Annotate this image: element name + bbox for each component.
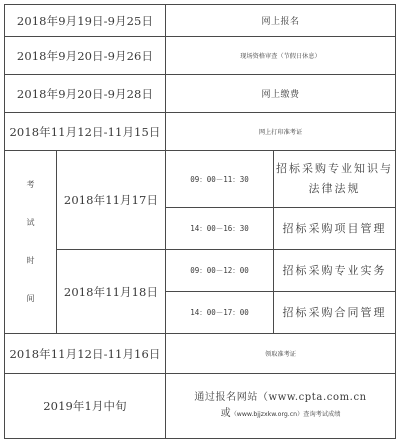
table-row xyxy=(5,113,396,151)
session-time: 09：00－12：00 xyxy=(166,250,274,292)
task-cell: 领取准考证 xyxy=(166,334,396,374)
results-site-rest: （www.bjjzxkw.org.cn）查询考试成绩 xyxy=(230,410,341,418)
exam-time-char: 试 xyxy=(26,218,35,227)
task-cell: 网上报名 xyxy=(166,5,396,37)
table-row xyxy=(5,151,396,208)
date-cell: 2018年9月20日-9月28日 xyxy=(5,75,166,113)
date-cell: 2018年9月19日-9月25日 xyxy=(5,5,166,37)
exam-time-char: 间 xyxy=(26,294,35,303)
session-time: 09：00－11：30 xyxy=(166,151,274,208)
table-row xyxy=(5,250,396,292)
results-site-line-2 xyxy=(166,406,395,423)
session-time: 14：00－16：30 xyxy=(166,208,274,250)
exam-time-label xyxy=(5,151,57,334)
results-or-text: 或 xyxy=(220,407,231,419)
date-cell: 2018年11月12日-11月15日 xyxy=(5,113,166,151)
exam-time-char: 时 xyxy=(26,256,35,265)
table-row xyxy=(5,334,396,374)
exam-schedule-table xyxy=(4,4,396,439)
date-cell: 2019年1月中旬 xyxy=(5,374,166,439)
date-cell: 2018年11月12日-11月16日 xyxy=(5,334,166,374)
table-row xyxy=(5,37,396,75)
task-cell: 网上缴费 xyxy=(166,75,396,113)
task-cell xyxy=(166,374,396,439)
session-subject: 招标采购合同管理 xyxy=(274,292,396,334)
results-site-line: 通过报名网站（www.cpta.com.cn xyxy=(194,391,367,403)
session-time: 14：00－17：00 xyxy=(166,292,274,334)
table-row xyxy=(5,5,396,37)
task-cell: 网上打印准考证 xyxy=(166,113,396,151)
date-cell: 2018年9月20日-9月26日 xyxy=(5,37,166,75)
session-subject: 招标采购项目管理 xyxy=(274,208,396,250)
session-subject: 招标采购专业实务 xyxy=(274,250,396,292)
exam-time-char: 考 xyxy=(26,180,35,189)
table-row xyxy=(5,75,396,113)
table-row xyxy=(5,374,396,439)
session-subject: 招标采购专业知识与法律法规 xyxy=(274,151,396,208)
exam-date-cell: 2018年11月17日 xyxy=(57,151,166,250)
exam-date-cell: 2018年11月18日 xyxy=(57,250,166,334)
task-cell: 现场资格审查（节假日休息） xyxy=(166,37,396,75)
